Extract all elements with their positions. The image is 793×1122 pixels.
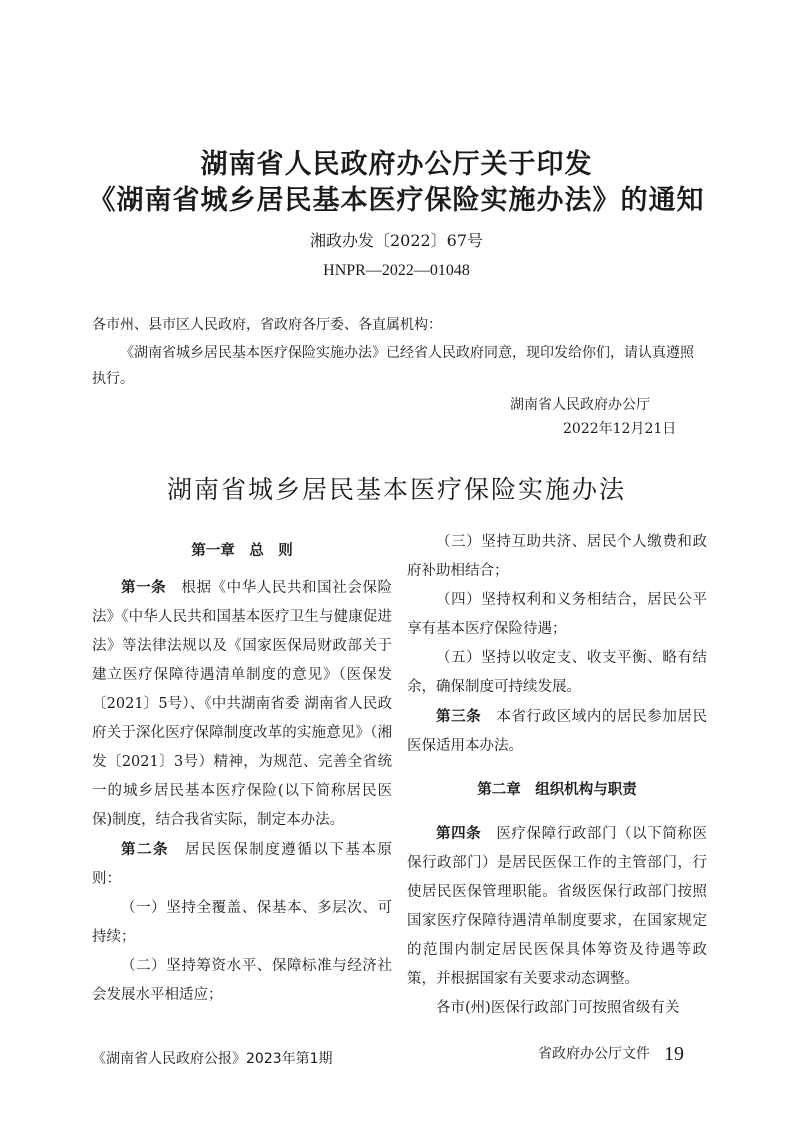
left-column bbox=[92, 528, 392, 1010]
page-number: 19 bbox=[664, 1043, 684, 1065]
chapter1-heading: 第一章 总 则 bbox=[191, 542, 293, 559]
article-1-text: 根据《中华人民共和国社会保险法》《中华人民共和国基本医疗卫生与健康促进法》等法律法规以及《国家医保局财政部关于建立医疗保障待遇清单制度的意见》（医保发〔2021〕5号）、《中共湖南省委 湖南省人民政府关于深化医疗保障制度改革的实施意见》（湘发〔2021〕3号）精神，为规范、完善全省统一的城乡居民基本医疗保险(以下简称居民医保)制度，结合我省实际，制定本办法。 bbox=[92, 580, 392, 828]
notice-body: 《湖南省城乡居民基本医疗保险实施办法》已经省人民政府同意，现印发给你们，请认真遵照执行。 bbox=[92, 345, 694, 387]
article-4-label: 第四条 bbox=[436, 825, 482, 842]
article-4 bbox=[407, 819, 707, 994]
measures-title: 湖南省城乡居民基本医疗保险实施办法 bbox=[166, 475, 626, 504]
principle-4: （四）坚持权利和义务相结合，居民公平享有基本医疗保险待遇； bbox=[407, 592, 707, 637]
footer-section: 省政府办公厅文件 bbox=[538, 1046, 650, 1062]
notice-title-line2: 《湖南省城乡居民基本医疗保险实施办法》的通知 bbox=[88, 185, 705, 216]
notice-title-line1: 湖南省人民政府办公厅关于印发 bbox=[200, 149, 593, 180]
article-3-text: 本省行政区域内的居民参加居民医保适用本办法。 bbox=[407, 709, 707, 754]
article-3 bbox=[407, 702, 707, 761]
article-2 bbox=[92, 835, 392, 894]
principle-3: （三）坚持互助共济、居民个人缴费和政府补助相结合； bbox=[407, 534, 707, 579]
principle-2: （二）坚持筹资水平、保障标准与经济社会发展水平相适应； bbox=[92, 958, 392, 1003]
hnpr-code: HNPR—2022—01048 bbox=[323, 262, 470, 279]
footer-publication: 《湖南省人民政府公报》2023年第1期 bbox=[92, 1051, 333, 1067]
document-number: 湘政办发〔2022〕67号 bbox=[309, 231, 484, 250]
article-2-label: 第二条 bbox=[121, 841, 170, 858]
article-3-label: 第三条 bbox=[436, 708, 482, 725]
right-column bbox=[407, 528, 707, 1023]
article-1-label: 第一条 bbox=[121, 579, 167, 596]
principle-5: （五）坚持以收定支、收支平衡、略有结余，确保制度可持续发展。 bbox=[407, 650, 707, 695]
footer-right bbox=[538, 1043, 684, 1066]
chapter2-heading: 第二章 组织机构与职责 bbox=[477, 781, 637, 798]
signature-org: 湖南省人民政府办公厅 bbox=[510, 397, 650, 413]
article-4-continuation: 各市(州)医保行政部门可按照省级有关 bbox=[436, 1000, 680, 1016]
article-2-text: 居民医保制度遵循以下基本原则： bbox=[92, 842, 392, 887]
article-1 bbox=[92, 573, 392, 835]
signature-date: 2022年12月21日 bbox=[563, 421, 677, 437]
principle-1: （一）坚持全覆盖、保基本、多层次、可持续； bbox=[92, 900, 392, 945]
addressee: 各市州、县市区人民政府，省政府各厅委、各直属机构： bbox=[92, 317, 442, 333]
article-4-text: 医疗保障行政部门（以下简称医保行政部门）是居民医保工作的主管部门，行使居民医保管理职能。省级医保行政部门按照国家医疗保障待遇清单制度要求，在国家规定的范围内制定居民医保具体筹资及待遇等政策，并根据国家有关要求动态调整。 bbox=[407, 826, 707, 987]
